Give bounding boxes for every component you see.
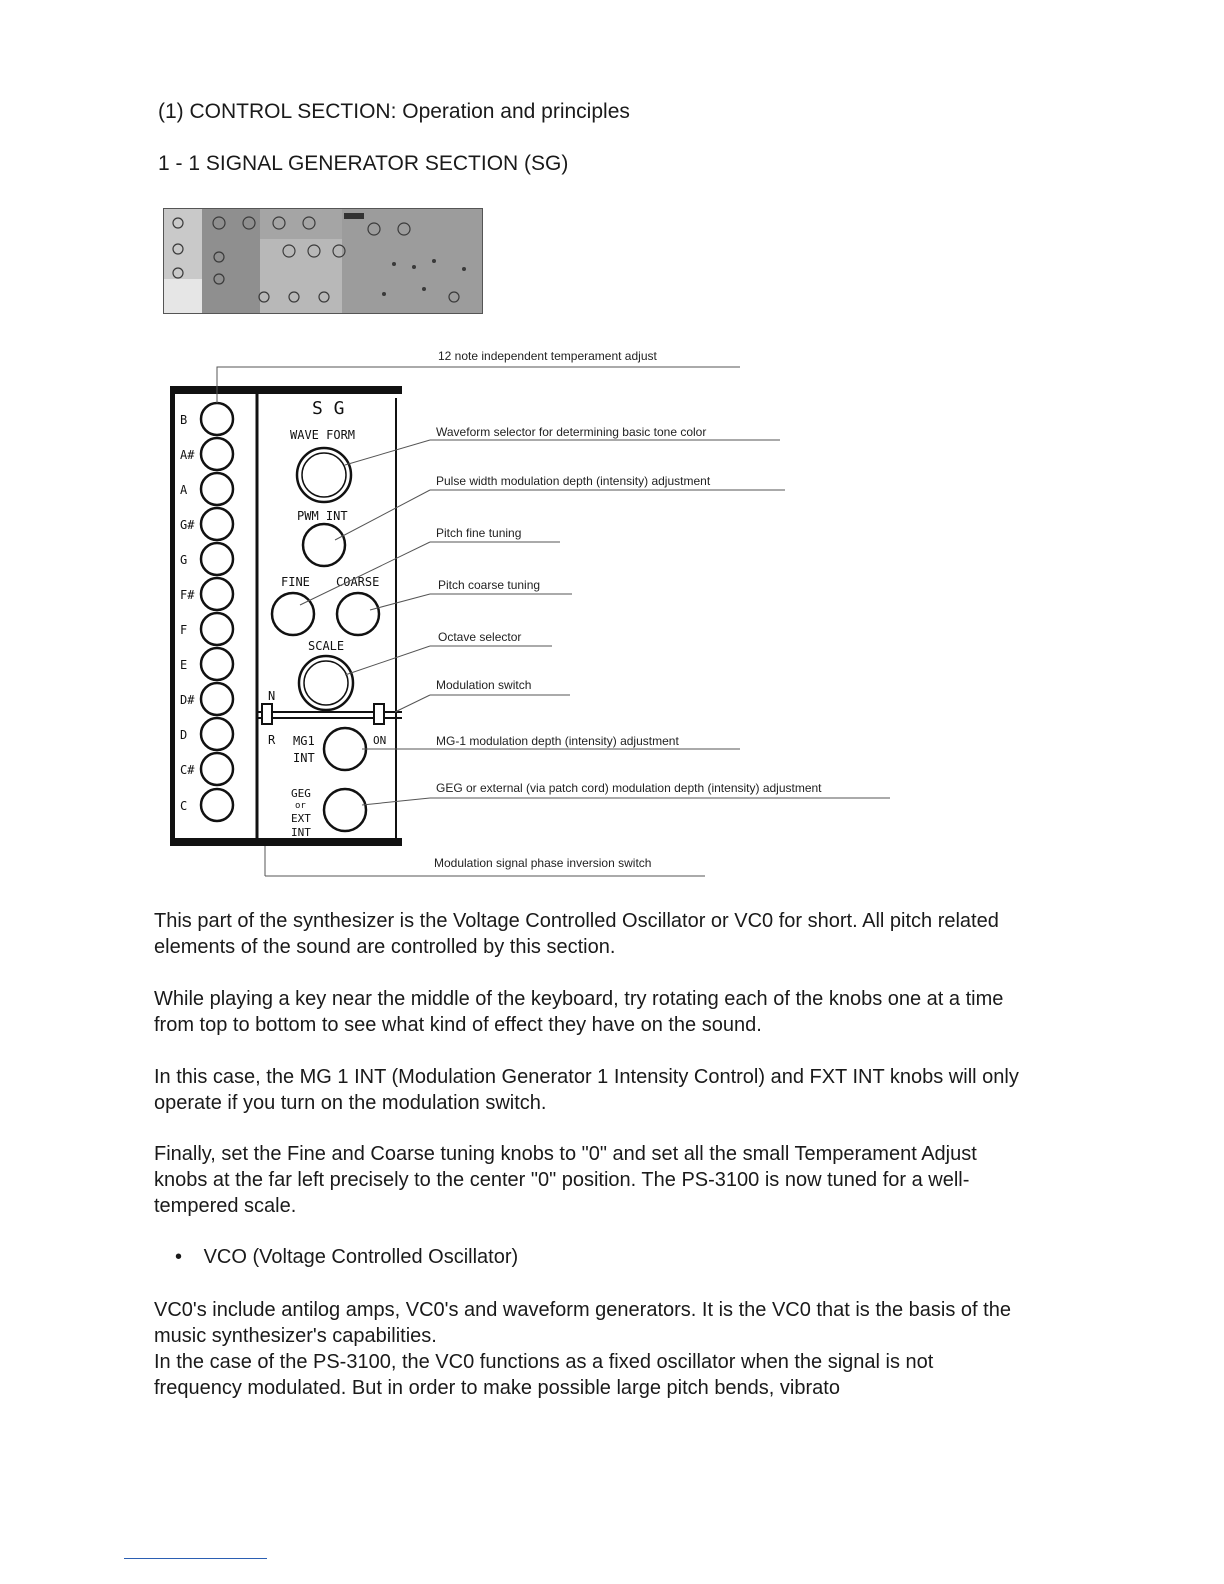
note-label-b: B bbox=[180, 413, 188, 427]
note-label-f-sharp: F# bbox=[180, 588, 195, 602]
note-label-f: F bbox=[180, 623, 188, 637]
paragraph-ps3100: In the case of the PS-3100, the VC0 functions as a fixed oscillator when the signal is not frequency modulated. But in order to make possible large pitch bends, vibrato bbox=[154, 1351, 934, 1399]
paragraph-vco-intro: This part of the synthesizer is the Voltage Controlled Oscillator or VC0 for short. All pitch related elements of the sound are controlled by this section. bbox=[154, 910, 999, 958]
waveform-knob bbox=[297, 448, 351, 502]
mg1-int-label: INT bbox=[293, 751, 315, 765]
note-label-e: E bbox=[180, 658, 188, 672]
note-label-g-sharp: G# bbox=[180, 518, 195, 532]
bullet-text: VCO (Voltage Controlled Oscillator) bbox=[203, 1246, 519, 1268]
n-label: N bbox=[268, 689, 276, 703]
mg1-label: MG1 bbox=[293, 734, 315, 748]
footnote-rule bbox=[124, 1558, 267, 1559]
scale-knob bbox=[299, 656, 353, 710]
callout-mg1: MG-1 modulation depth (intensity) adjustment bbox=[436, 734, 679, 748]
callout-geg: GEG or external (via patch cord) modulation depth (intensity) adjustment bbox=[436, 781, 822, 795]
geg-ext-int-knob bbox=[324, 789, 366, 831]
callout-waveform: Waveform selector for determining basic tone color bbox=[436, 425, 707, 439]
note-label-a-sharp: A# bbox=[180, 448, 195, 462]
panel-left-edge bbox=[170, 386, 175, 846]
paragraph-try-knobs: While playing a key near the middle of the keyboard, try rotating each of the knobs one at a time from top to bottom to see what kind of effect they have on the sound. bbox=[154, 988, 1004, 1036]
geg-label: GEG bbox=[291, 787, 311, 800]
callout-pwm: Pulse width modulation depth (intensity) adjustment bbox=[436, 474, 711, 488]
r-label: R bbox=[268, 733, 276, 747]
bullet-item bbox=[175, 1246, 518, 1269]
callout-mod-switch: Modulation switch bbox=[436, 678, 532, 692]
pwm-int-label: PWM INT bbox=[297, 509, 348, 523]
callout-coarse: Pitch coarse tuning bbox=[438, 578, 541, 592]
ext-label: EXT bbox=[291, 812, 311, 825]
temperament-knobs bbox=[201, 403, 233, 821]
ext-int-label: INT bbox=[291, 826, 311, 839]
coarse-knob bbox=[337, 593, 379, 635]
subsection-heading: 1 - 1 SIGNAL GENERATOR SECTION (SG) bbox=[158, 152, 569, 175]
note-label-d-sharp: D# bbox=[180, 693, 195, 707]
coarse-label: COARSE bbox=[336, 575, 380, 589]
callout-octave: Octave selector bbox=[438, 630, 522, 644]
note-label-g: G bbox=[180, 553, 188, 567]
callout-phase: Modulation signal phase inversion switch bbox=[434, 856, 652, 870]
or-label: or bbox=[295, 801, 306, 811]
note-label-c-sharp: C# bbox=[180, 763, 195, 777]
callout-fine: Pitch fine tuning bbox=[436, 526, 522, 540]
fine-label: FINE bbox=[281, 575, 310, 589]
panel-top-bar bbox=[170, 386, 402, 394]
note-label-d: D bbox=[180, 728, 188, 742]
panel-title: S G bbox=[312, 398, 345, 419]
scale-label: SCALE bbox=[308, 639, 345, 653]
bullet-dot: • bbox=[175, 1246, 183, 1268]
panel-bottom-bar bbox=[170, 838, 402, 846]
paragraph-mg1-int: In this case, the MG 1 INT (Modulation Generator 1 Intensity Control) and FXT INT knobs will only operate if you turn on the modulation switch. bbox=[154, 1066, 1019, 1114]
pwm-int-knob bbox=[303, 524, 345, 566]
note-label-a: A bbox=[180, 483, 188, 497]
fine-knob bbox=[272, 593, 314, 635]
mg1-int-knob bbox=[324, 728, 366, 770]
on-label: ON bbox=[373, 734, 387, 747]
callout-temperament: 12 note independent temperament adjust bbox=[438, 349, 657, 363]
paragraph-vco-components: VC0's include antilog amps, VC0's and waveform generators. It is the VC0 that is the basis of the music synthesizer's capabilities. bbox=[154, 1299, 1011, 1347]
paragraph-tuning: Finally, set the Fine and Coarse tuning knobs to "0" and set all the small Temperament Adjust knobs at the far left precisely to the center "0" position. The PS-3100 is now tuned for a well-tempered scale. bbox=[154, 1143, 977, 1217]
section-heading: (1) CONTROL SECTION: Operation and principles bbox=[158, 100, 630, 123]
wave-form-label: WAVE FORM bbox=[290, 428, 356, 442]
note-label-c: C bbox=[180, 799, 188, 813]
